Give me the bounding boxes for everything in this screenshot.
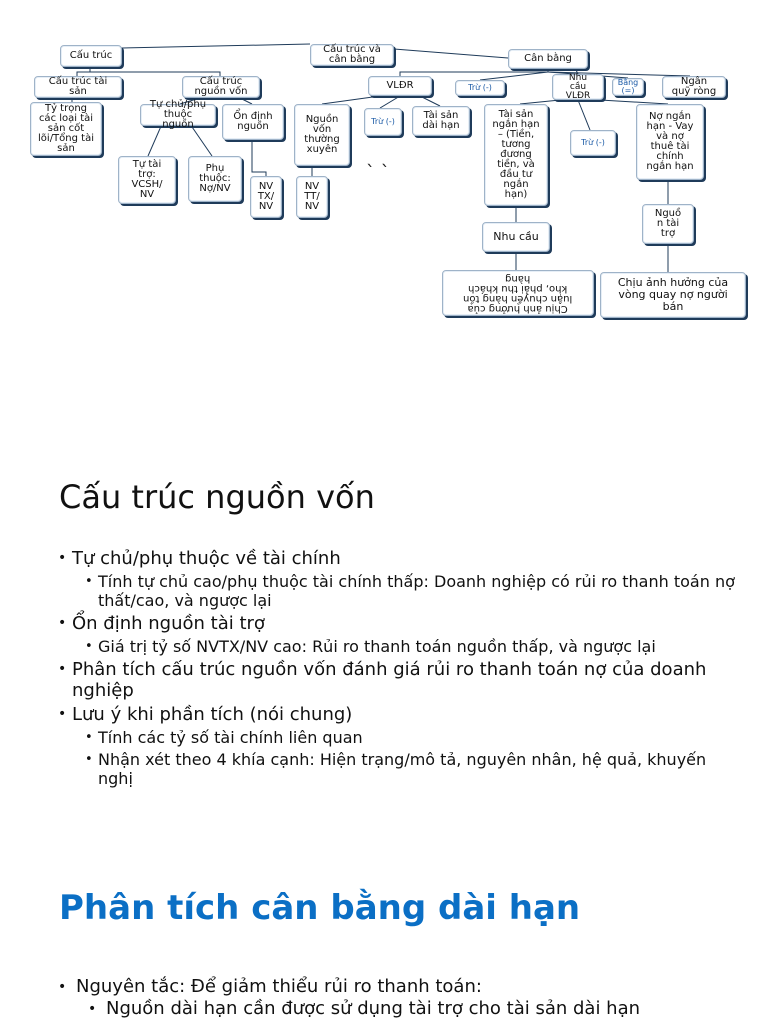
node-on-dinh-nguon: Ổn định nguồn bbox=[222, 104, 284, 140]
node-chiu-anh-huong-hang-ton: Chịu ảnh hưởng của luận chuyển hàng tồn kho, phải thu khách hàng bbox=[442, 270, 594, 316]
node-nhu-cau: Nhu cầu bbox=[482, 222, 550, 252]
node-no-ngan-han: Nợ ngắn hạn - Vay và nợ thuê tài chính ngắn hạn bbox=[636, 104, 704, 180]
node-cau-truc-va-can-bang: Cấu trúc và cân bằng bbox=[310, 44, 394, 66]
node-tai-san-dai-han: Tài sản dài hạn bbox=[412, 106, 470, 136]
node-bang: Bằng (=) bbox=[612, 78, 644, 96]
node-cau-truc-nguon-von: Cấu trúc nguồn vốn bbox=[182, 76, 260, 98]
slide-bullet-list bbox=[58, 548, 738, 791]
sub-bullet-item: • Nhận xét theo 4 khía cạnh: Hiện trạng/mô tả, nguyên nhân, hệ quả, khuyến nghị bbox=[58, 750, 738, 788]
sub-bullet-item: • Giá trị tỷ số NVTX/NV cao: Rủi ro thanh toán nguồn thấp, và ngược lại bbox=[58, 637, 738, 656]
node-chiu-anh-huong-no: Chịu ảnh hưởng của vòng quay nợ người bán bbox=[600, 272, 746, 318]
diagram-tick-marks: ` ` bbox=[366, 162, 390, 183]
node-nhu-cau-vldr: Nhu cầu VLĐR bbox=[552, 74, 604, 100]
bullet-item: • Ổn định nguồn tài trợ bbox=[58, 613, 738, 634]
node-nv-tt-nv: NV TT/ NV bbox=[296, 176, 328, 218]
node-nguon-von-thuong-xuyen: Nguồn vốn thường xuyên bbox=[294, 104, 350, 166]
sub-bullet-item: • Nguồn dài hạn cần được sử dụng tài trợ cho tài sản dài hạn bbox=[58, 998, 758, 1020]
node-nguon-tai-tro: Nguồ n tài trợ bbox=[642, 204, 694, 244]
bullet-item: • Tự chủ/phụ thuộc về tài chính bbox=[58, 548, 738, 569]
node-tu-tai-tro: Tự tài trợ: VCSH/ NV bbox=[118, 156, 176, 204]
section-bullet-list bbox=[58, 976, 758, 1020]
bullet-item: • Nguyên tắc: Để giảm thiểu rủi ro thanh toán: bbox=[58, 976, 758, 998]
sub-bullet-item: • Tính các tỷ số tài chính liên quan bbox=[58, 728, 738, 747]
node-tu-chu-phu-thuoc: Tự chủ/phụ thuộc nguồn bbox=[140, 104, 216, 126]
node-tai-san-ngan-han: Tài sản ngắn hạn – (Tiền, tương đương tiền, và đầu tư ngắn hạn) bbox=[484, 104, 548, 206]
node-cau-truc-tai-san: Cấu trúc tài sản bbox=[34, 76, 122, 98]
node-nv-tx-nv: NV TX/ NV bbox=[250, 176, 282, 218]
node-vldr: VLĐR bbox=[368, 76, 432, 96]
sub-bullet-item: • Tính tự chủ cao/phụ thuộc tài chính thấp: Doanh nghiệp có rủi ro thanh toán nợ thất/cao, và ngược lại bbox=[58, 572, 738, 610]
node-can-bang: Cân bằng bbox=[508, 49, 588, 69]
slide-title: Cấu trúc nguồn vốn bbox=[59, 478, 375, 516]
node-tru-3: Trừ (-) bbox=[570, 130, 616, 156]
node-tru-1: Trừ (-) bbox=[455, 80, 505, 96]
node-phu-thuoc: Phụ thuộc: Nợ/NV bbox=[188, 156, 242, 202]
node-cau-truc: Cấu trúc bbox=[60, 45, 122, 67]
bullet-item: • Lưu ý khi phần tích (nói chung) bbox=[58, 704, 738, 725]
node-tru-2: Trừ (-) bbox=[364, 108, 402, 136]
node-ty-trong: Tỷ trọng các loại tài sản cốt lõi/Tổng tài sản bbox=[30, 102, 102, 156]
bullet-item: • Phân tích cấu trúc nguồn vốn đánh giá rủi ro thanh toán nợ của doanh nghiệp bbox=[58, 659, 738, 701]
node-ngan-quy-rong: Ngân quỹ ròng bbox=[662, 76, 726, 98]
concept-diagram bbox=[0, 0, 768, 330]
section-title: Phân tích cân bằng dài hạn bbox=[59, 888, 581, 928]
